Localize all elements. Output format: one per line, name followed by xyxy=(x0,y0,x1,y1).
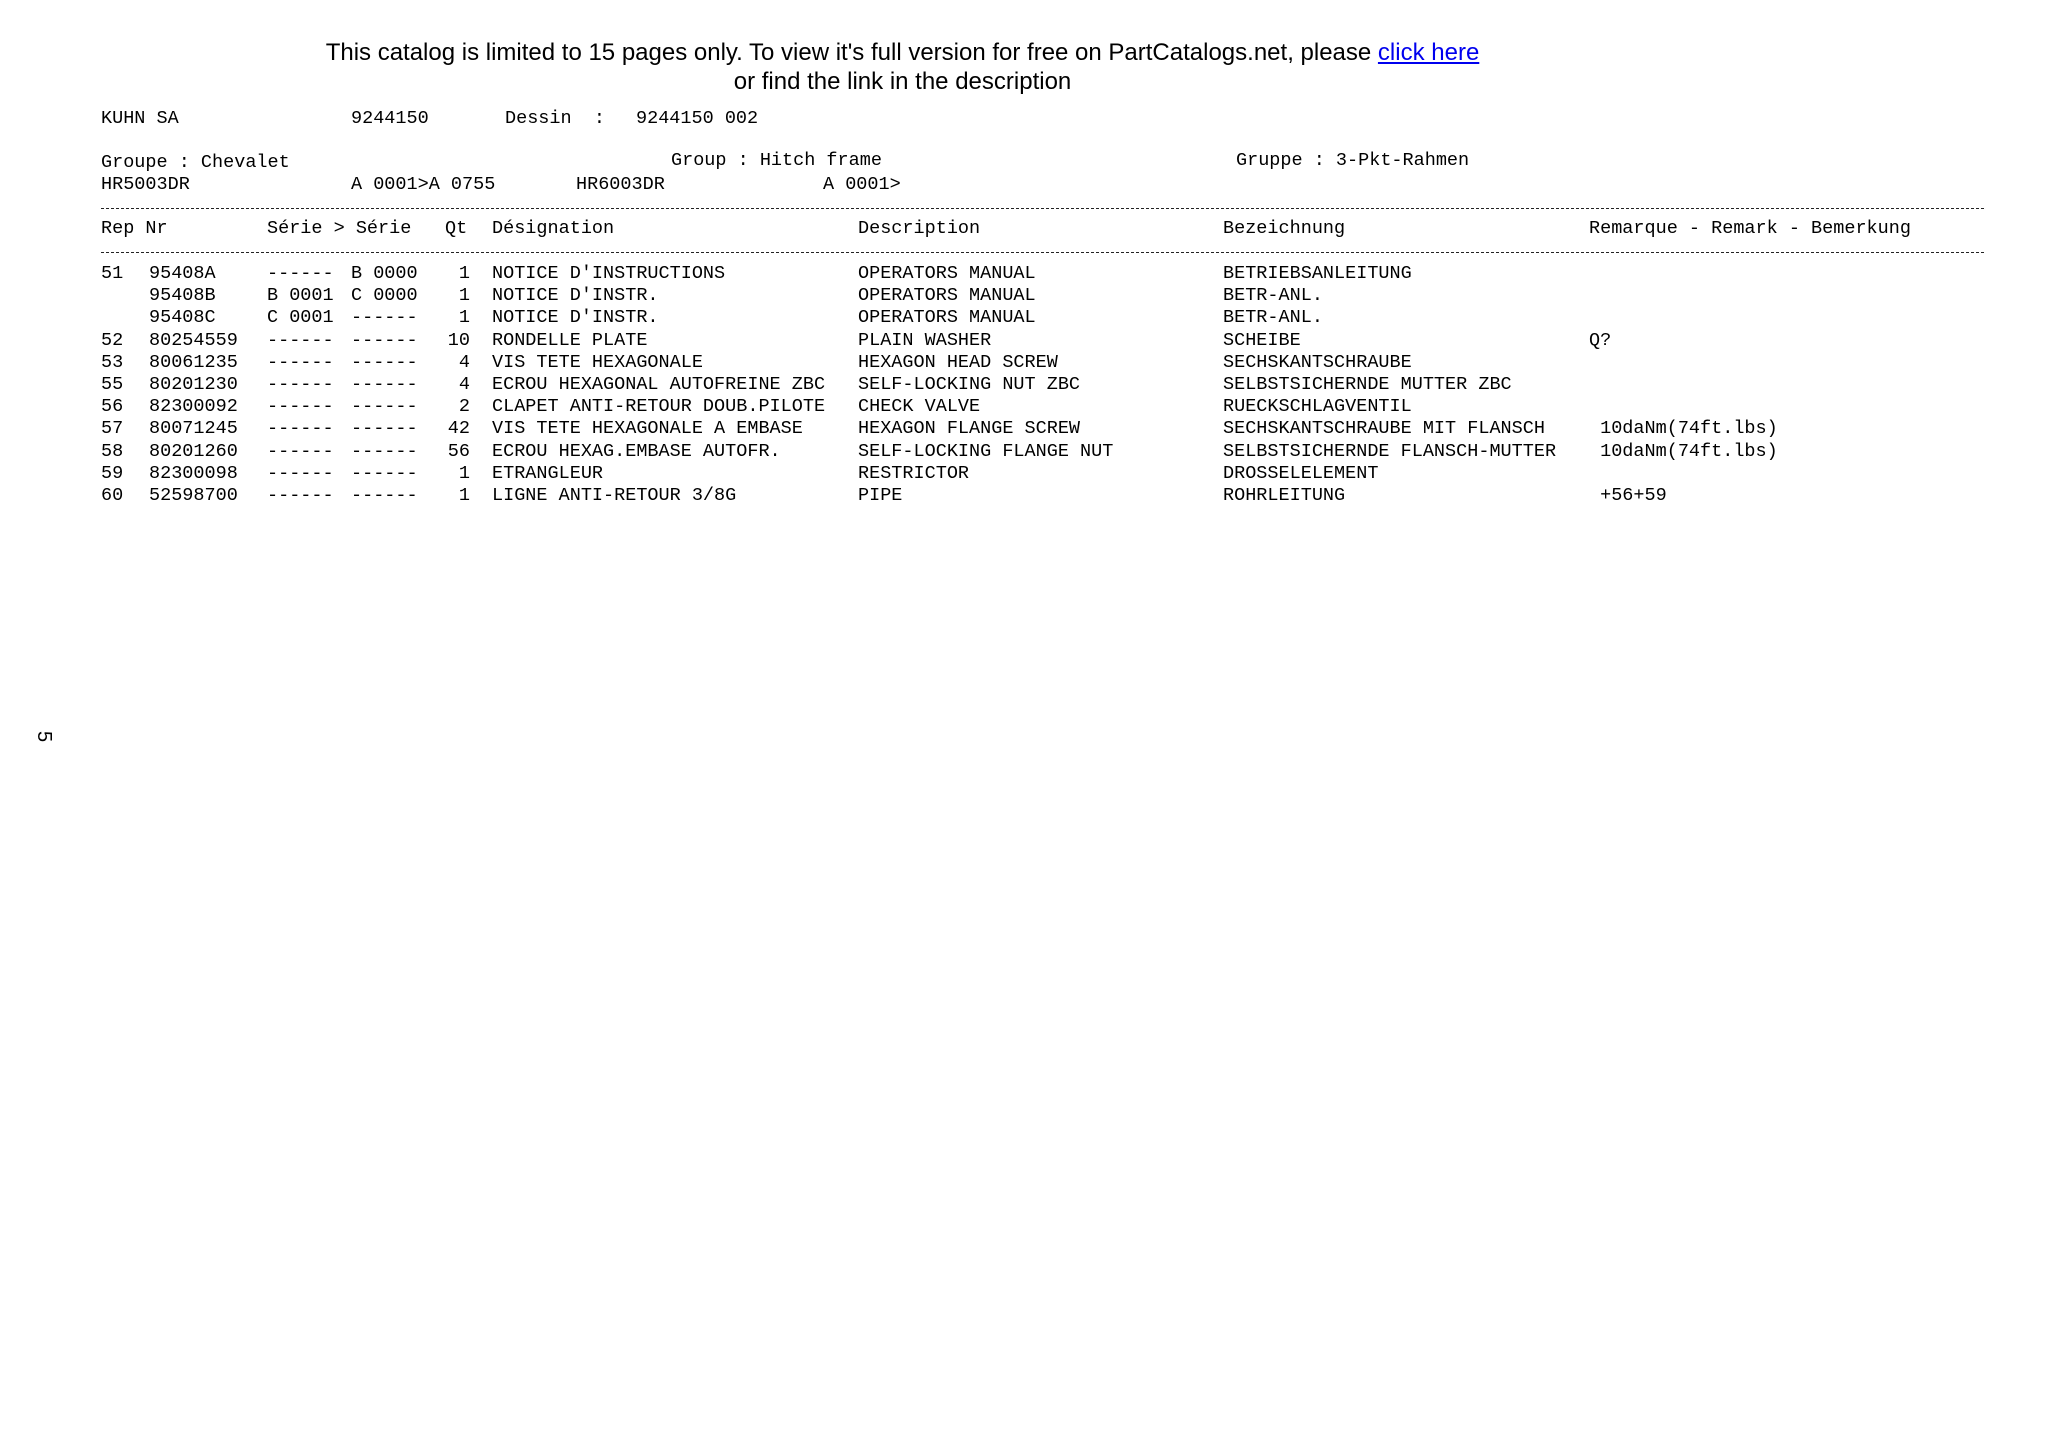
group-english: Group : Hitch frame xyxy=(671,150,882,171)
drawing-number: 9244150 002 xyxy=(636,108,759,129)
cell-rep: 59 xyxy=(101,462,124,484)
cell-serie-from: ------ xyxy=(267,418,334,440)
cell-rep: 52 xyxy=(101,329,124,351)
cell-designation: VIS TETE HEXAGONALE A EMBASE xyxy=(492,418,803,440)
cell-part-number: 80071245 xyxy=(149,418,238,440)
cell-bezeichnung: SCHEIBE xyxy=(1223,329,1301,351)
cell-qt: 4 xyxy=(458,374,470,395)
cell-remark: 10daNm(74ft.lbs) xyxy=(1589,440,1778,462)
table-row xyxy=(0,263,2048,285)
cell-part-number: 95408A xyxy=(149,263,216,284)
cell-rep: 58 xyxy=(101,440,124,462)
cell-rep: 53 xyxy=(101,351,124,373)
cell-bezeichnung: SECHSKANTSCHRAUBE MIT FLANSCH xyxy=(1223,418,1545,440)
cell-remark: Q? xyxy=(1589,329,1612,351)
cell-serie-to: ------ xyxy=(351,307,418,329)
cell-designation: NOTICE D'INSTR. xyxy=(492,285,659,307)
cell-serie-to: ------ xyxy=(351,351,418,373)
cell-description: OPERATORS MANUAL xyxy=(858,263,1036,284)
cell-serie-from: ------ xyxy=(267,440,334,462)
cell-designation: NOTICE D'INSTRUCTIONS xyxy=(492,263,726,284)
cell-description: SELF-LOCKING FLANGE NUT xyxy=(858,440,1114,462)
cell-qt: 4 xyxy=(458,351,470,373)
cell-description: HEXAGON FLANGE SCREW xyxy=(858,418,1081,440)
cell-bezeichnung: BETR-ANL. xyxy=(1223,285,1323,307)
cell-part-number: 80254559 xyxy=(149,329,238,351)
cell-serie-to: B 0000 xyxy=(351,263,418,284)
model-2-series: A 0001> xyxy=(823,174,901,195)
cell-serie-from: ------ xyxy=(267,329,334,351)
col-header-serie: Série > Série xyxy=(267,218,412,239)
cell-qt: 1 xyxy=(458,263,470,284)
cell-rep: 60 xyxy=(101,485,124,506)
col-header-bezeichnung: Bezeichnung xyxy=(1223,218,1346,239)
cell-rep: 51 xyxy=(101,263,124,284)
cell-qt: 2 xyxy=(458,396,470,418)
cell-qt: 1 xyxy=(458,307,470,329)
cell-serie-from: C 0001 xyxy=(267,307,334,329)
dashed-divider-top xyxy=(101,208,1984,209)
cell-remark: 10daNm(74ft.lbs) xyxy=(1589,418,1778,440)
table-row xyxy=(0,285,2048,307)
cell-serie-to: ------ xyxy=(351,440,418,462)
company-name: KUHN SA xyxy=(101,108,179,129)
cell-bezeichnung: BETRIEBSANLEITUNG xyxy=(1223,263,1412,284)
cell-description: SELF-LOCKING NUT ZBC xyxy=(858,374,1081,395)
cell-description: RESTRICTOR xyxy=(858,462,970,484)
cell-qt: 1 xyxy=(458,285,470,307)
cell-serie-to: ------ xyxy=(351,396,418,418)
cell-bezeichnung: SELBSTSICHERNDE FLANSCH-MUTTER xyxy=(1223,440,1557,462)
cell-part-number: 80201230 xyxy=(149,374,238,395)
cell-serie-to: ------ xyxy=(351,374,418,395)
cell-designation: LIGNE ANTI-RETOUR 3/8G xyxy=(492,485,737,506)
model-1-series: A 0001>A 0755 xyxy=(351,174,496,195)
cell-serie-from: B 0001 xyxy=(267,285,334,307)
banner-line-2: or find the link in the description xyxy=(733,68,1072,95)
table-row xyxy=(0,330,2048,352)
cell-description: PLAIN WASHER xyxy=(858,329,992,351)
col-header-qt: Qt xyxy=(445,218,468,239)
cell-part-number: 82300092 xyxy=(149,396,238,418)
cell-designation: ECROU HEXAG.EMBASE AUTOFR. xyxy=(492,440,781,462)
catalog-limit-banner xyxy=(0,38,1805,96)
cell-bezeichnung: BETR-ANL. xyxy=(1223,307,1323,329)
table-row xyxy=(0,374,2048,396)
cell-serie-from: ------ xyxy=(267,462,334,484)
cell-serie-to: ------ xyxy=(351,418,418,440)
cell-qt: 10 xyxy=(447,329,470,351)
cell-part-number: 82300098 xyxy=(149,462,238,484)
drawing-label: Dessin : xyxy=(505,108,605,129)
click-here-link[interactable]: click here xyxy=(1377,39,1480,66)
table-row xyxy=(0,441,2048,463)
cell-part-number: 95408B xyxy=(149,285,216,307)
col-header-remark: Remarque - Remark - Bemerkung xyxy=(1589,218,1911,239)
model-1-name: HR5003DR xyxy=(101,174,190,195)
table-row xyxy=(0,352,2048,374)
col-header-designation: Désignation xyxy=(492,218,615,239)
cell-serie-to: ------ xyxy=(351,329,418,351)
cell-rep: 56 xyxy=(101,396,124,418)
cell-serie-from: ------ xyxy=(267,263,334,284)
group-french: Groupe : Chevalet xyxy=(101,152,290,173)
cell-part-number: 52598700 xyxy=(149,485,238,506)
cell-serie-from: ------ xyxy=(267,374,334,395)
cell-serie-to: ------ xyxy=(351,485,418,506)
cell-description: OPERATORS MANUAL xyxy=(858,285,1036,307)
catalog-number: 9244150 xyxy=(351,108,429,129)
cell-qt: 1 xyxy=(458,462,470,484)
cell-remark: +56+59 xyxy=(1589,485,1667,506)
cell-designation: ECROU HEXAGONAL AUTOFREINE ZBC xyxy=(492,374,826,395)
table-row xyxy=(0,396,2048,418)
model-2-name: HR6003DR xyxy=(576,174,665,195)
col-header-rep-nr: Rep Nr xyxy=(101,218,168,239)
cell-qt: 56 xyxy=(447,440,470,462)
banner-line-1 xyxy=(0,38,1805,67)
cell-rep: 55 xyxy=(101,374,124,395)
cell-serie-from: ------ xyxy=(267,351,334,373)
cell-designation: RONDELLE PLATE xyxy=(492,329,648,351)
cell-designation: NOTICE D'INSTR. xyxy=(492,307,659,329)
cell-bezeichnung: RUECKSCHLAGVENTIL xyxy=(1223,396,1412,418)
cell-bezeichnung: SECHSKANTSCHRAUBE xyxy=(1223,351,1412,373)
cell-part-number: 95408C xyxy=(149,307,216,329)
col-header-description: Description xyxy=(858,218,981,239)
cell-serie-from: ------ xyxy=(267,485,334,506)
page-number: 5 xyxy=(33,730,56,743)
cell-designation: VIS TETE HEXAGONALE xyxy=(492,351,703,373)
cell-designation: ETRANGLEUR xyxy=(492,462,604,484)
cell-part-number: 80201260 xyxy=(149,440,238,462)
group-german: Gruppe : 3-Pkt-Rahmen xyxy=(1236,150,1470,171)
table-row xyxy=(0,485,2048,507)
cell-qt: 1 xyxy=(458,485,470,506)
cell-serie-to: C 0000 xyxy=(351,285,418,307)
cell-rep: 57 xyxy=(101,418,124,440)
cell-description: OPERATORS MANUAL xyxy=(858,307,1036,329)
cell-qt: 42 xyxy=(447,418,470,440)
cell-designation: CLAPET ANTI-RETOUR DOUB.PILOTE xyxy=(492,396,826,418)
cell-bezeichnung: DROSSELELEMENT xyxy=(1223,462,1379,484)
cell-bezeichnung: ROHRLEITUNG xyxy=(1223,485,1346,506)
table-row xyxy=(0,463,2048,485)
dashed-divider-bottom xyxy=(101,252,1984,253)
banner-text: This catalog is limited to 15 pages only. To view it's full version for free on PartCatalogs.net, please xyxy=(325,39,1378,66)
cell-bezeichnung: SELBSTSICHERNDE MUTTER ZBC xyxy=(1223,374,1512,395)
cell-serie-from: ------ xyxy=(267,396,334,418)
cell-description: HEXAGON HEAD SCREW xyxy=(858,351,1058,373)
table-row xyxy=(0,307,2048,329)
cell-part-number: 80061235 xyxy=(149,351,238,373)
table-row xyxy=(0,418,2048,440)
cell-description: CHECK VALVE xyxy=(858,396,981,418)
cell-description: PIPE xyxy=(858,485,903,506)
cell-serie-to: ------ xyxy=(351,462,418,484)
